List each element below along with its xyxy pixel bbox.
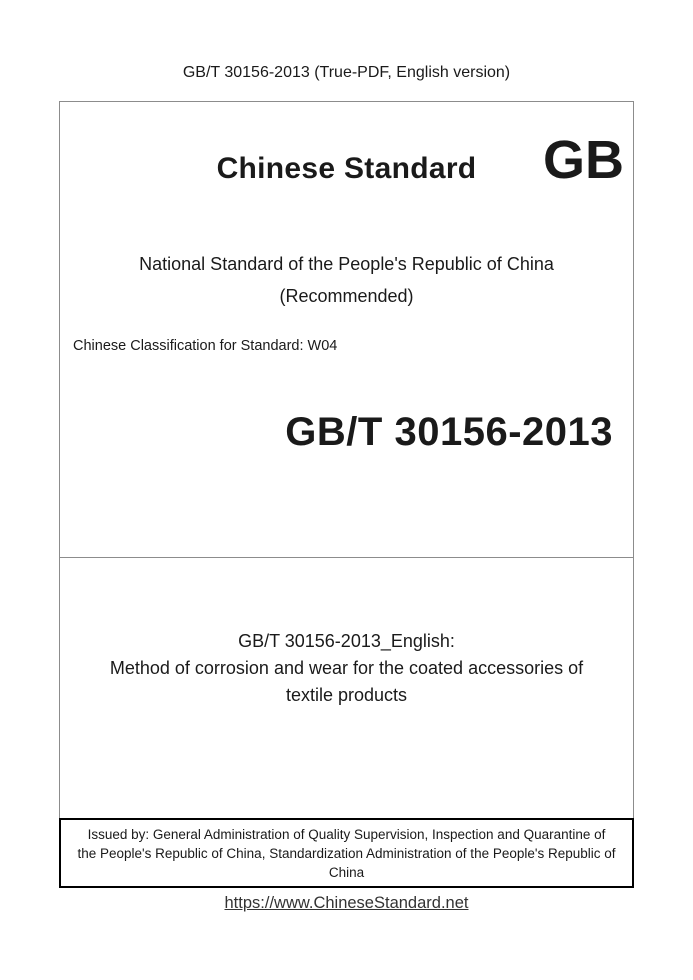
cover-top-section — [60, 102, 633, 558]
footer — [0, 894, 693, 913]
website-link[interactable]: https://www.ChineseStandard.net — [224, 894, 469, 912]
issued-by-box — [59, 818, 634, 888]
recommended-line: (Recommended) — [279, 286, 414, 306]
cover-box — [59, 101, 634, 888]
brand-title: Chinese Standard — [216, 152, 477, 185]
issued-by-line-2: the People's Republic of China, Standardization Administration of the People's Republic of — [77, 846, 616, 861]
english-title-section — [60, 558, 633, 820]
english-title-label: GB/T 30156-2013_English: — [238, 631, 455, 651]
standard-number: GB/T 30156-2013 — [285, 410, 613, 454]
document-header: GB/T 30156-2013 (True-PDF, English version) — [182, 64, 511, 81]
national-standard-block — [60, 248, 633, 312]
issued-by-line-1: Issued by: General Administration of Quality Supervision, Inspection and Quarantine of — [87, 827, 606, 842]
issued-by-line-3: China — [328, 865, 365, 880]
gb-logo: GB — [543, 130, 624, 190]
classification-label: Chinese Classification for Standard: W04 — [73, 338, 338, 354]
english-title-line-1: Method of corrosion and wear for the coated accessories of — [109, 658, 584, 678]
national-standard-line: National Standard of the People's Republic of China — [139, 254, 554, 274]
english-title-line-2: textile products — [285, 685, 408, 705]
